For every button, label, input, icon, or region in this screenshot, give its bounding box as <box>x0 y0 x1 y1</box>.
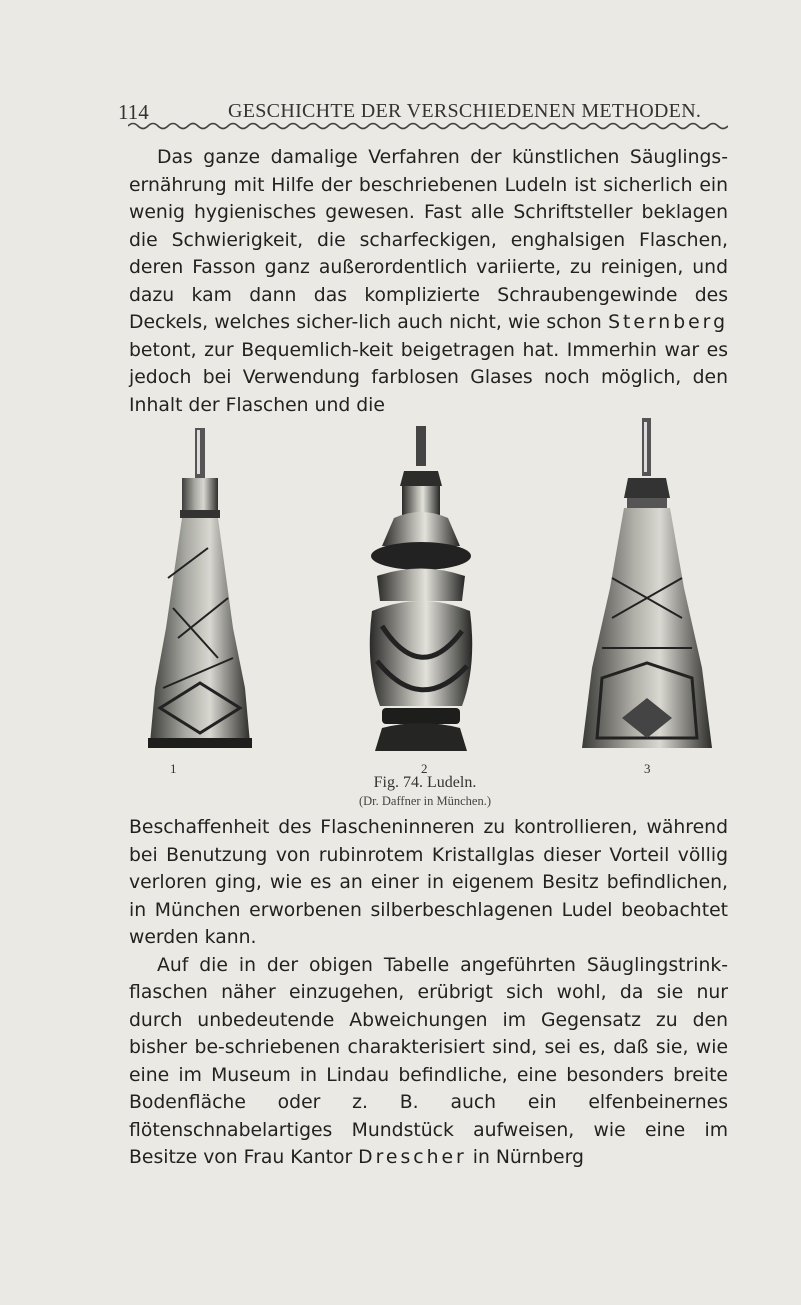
figure-label-2: 2 <box>421 761 428 776</box>
paragraph-1 <box>129 144 728 419</box>
para2-text2-after: in Nürnberg <box>466 1147 584 1168</box>
figure-label-3: 3 <box>644 761 651 776</box>
para2-text1: Beschaffenheit des Flascheninneren zu kontrollieren, während bei Benutzung von rubinrotem Kristallglas dieser Vorteil völlig verloren ging, wie es an einer in eigenem Besitz befindlichen, in München erworbenen silberbeschlagenen Ludel beobachtet werden kann. <box>129 817 728 948</box>
figure-caption: Fig. 74. Ludeln. <box>373 774 477 791</box>
author-name-drescher: Drescher <box>358 1147 467 1168</box>
bottle-illustration-2 <box>352 426 492 761</box>
para2-text2-before: Auf die in der obigen Tabelle angeführten Säuglingstrink-flaschen näher einzugehen, erübrigt sich wohl, da sie nur durch unbedeutende Abweichungen im Gegensatz zu den bisher be-schriebenen charakterisiert sind, sei es, daß sie, wie eine im Museum in Lindau befindliche, eine besonders breite Bodenfläche oder z. B. auch ein elfenbeinernes flötenschnabelartiges Mundstück aufweisen, wie eine im Besitze von Frau Kantor <box>129 954 728 1168</box>
running-title: GESCHICHTE DER VERSCHIEDENEN METHODEN. <box>228 100 702 122</box>
para2-second-block <box>129 952 728 1172</box>
page-number: 114 <box>118 100 149 124</box>
decorative-rule <box>128 120 728 132</box>
para1-text-after: betont, zur Bequemlich-keit beigetragen hat. Immerhin war es jedoch bei Verwendung farblosen Glases noch möglich, den Inhalt der Flaschen und die <box>129 339 728 416</box>
author-name-sternberg: Sternberg <box>608 312 728 333</box>
para1-text-before: Das ganze damalige Verfahren der künstlichen Säuglings-ernährung mit Hilfe der beschriebenen Ludeln ist sicherlich ein wenig hygienisches gewesen. Fast alle Schriftsteller beklagen die Schwierigkeit, die scharfeckigen, enghalsigen Flaschen, deren Fasson ganz außerordentlich variierte, zu reinigen, und dazu kam dann das komplizierte Schraubengewinde des Deckels, welches sicher-lich auch nicht, wie schon <box>129 147 728 333</box>
bottle-illustration-3 <box>572 418 722 758</box>
figure-credit: (Dr. Daffner in München.) <box>358 794 492 808</box>
paragraph-2 <box>129 814 728 1172</box>
figure-label-1: 1 <box>170 761 177 776</box>
figure-74 <box>120 418 730 813</box>
bottle-illustration-1 <box>138 428 263 758</box>
